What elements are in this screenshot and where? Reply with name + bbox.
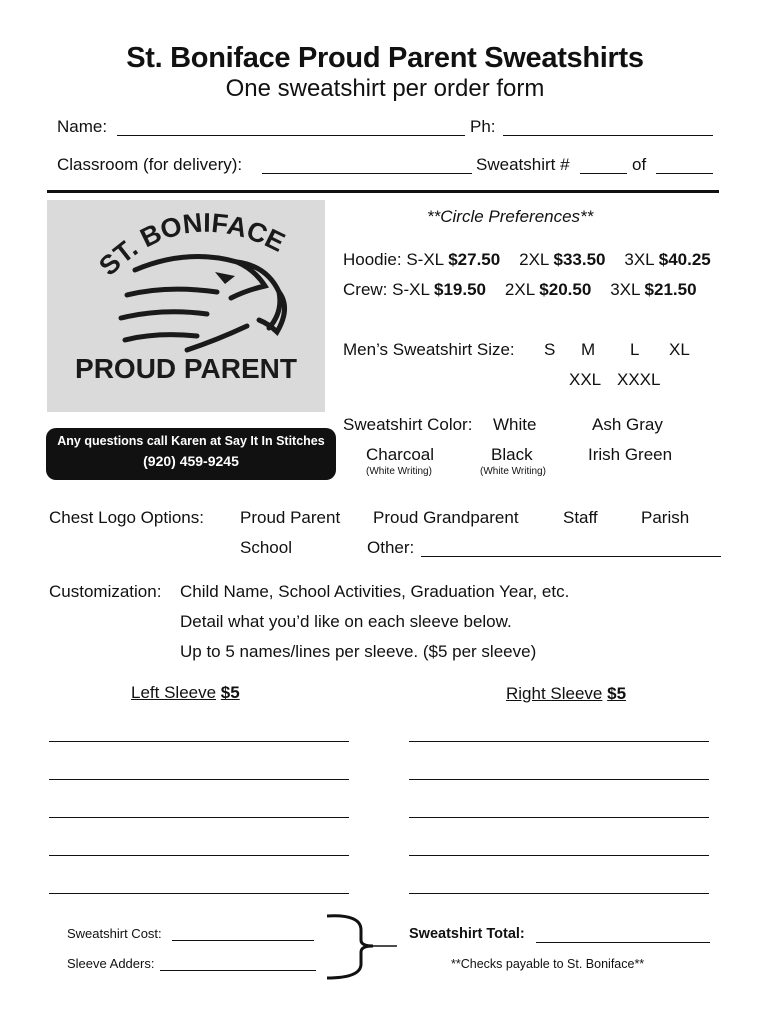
other-logo-field[interactable]	[421, 556, 721, 557]
size-option[interactable]: XXXL	[617, 370, 661, 389]
crew-2xl-price[interactable]: $20.50	[539, 280, 592, 299]
sweatshirt-total-field[interactable]	[536, 942, 710, 943]
left-sleeve-line[interactable]	[49, 893, 349, 894]
left-sleeve-price: $5	[220, 683, 240, 702]
preferences-heading: **Circle Preferences**	[427, 207, 594, 226]
left-sleeve-line[interactable]	[49, 855, 349, 856]
sleeve-adders-label: Sleeve Adders:	[67, 956, 155, 971]
classroom-field[interactable]	[262, 173, 472, 174]
sweatshirt-cost-label: Sweatshirt Cost:	[67, 926, 162, 941]
right-sleeve-line[interactable]	[409, 779, 709, 780]
color-option[interactable]: Ash Gray	[592, 415, 663, 434]
sweatshirt-cost-field[interactable]	[172, 940, 314, 941]
hoodie-label: Hoodie: S-XL	[343, 250, 444, 269]
size-label: Men’s Sweatshirt Size:	[343, 340, 515, 359]
customization-line: Up to 5 names/lines per sleeve. ($5 per sleeve)	[180, 642, 537, 661]
contact-line: Any questions call Karen at Say It In Stitches	[57, 434, 325, 448]
size-option[interactable]: XXL	[569, 370, 602, 389]
hoodie-2xl-price[interactable]: $33.50	[553, 250, 606, 269]
white-writing-note: (White Writing)	[480, 466, 546, 477]
phone-field[interactable]	[503, 135, 713, 136]
white-writing-note: (White Writing)	[366, 466, 432, 477]
size-option[interactable]: XL	[669, 340, 690, 359]
page-subtitle: One sweatshirt per order form	[225, 75, 545, 102]
color-option[interactable]: Charcoal	[366, 445, 435, 464]
crew-label: Crew: S-XL	[343, 280, 430, 299]
chest-logo-option[interactable]: Staff	[563, 508, 598, 527]
eagle-logo-image	[47, 200, 325, 412]
right-sleeve-line[interactable]	[409, 817, 709, 818]
left-sleeve-label: Left Sleeve	[131, 683, 217, 702]
contact-phone: (920) 459-9245	[143, 453, 239, 469]
right-sleeve-label: Right Sleeve	[506, 684, 603, 703]
crew-3xl-label[interactable]: 3XL	[610, 280, 640, 299]
color-option[interactable]: Black	[491, 445, 533, 464]
logo-photo	[47, 200, 325, 412]
crew-2xl-label[interactable]: 2XL	[504, 280, 535, 299]
chest-logo-label: Chest Logo Options:	[49, 508, 204, 527]
brace-icon	[325, 912, 405, 982]
classroom-label: Classroom (for delivery):	[57, 155, 243, 174]
size-option[interactable]: L	[630, 340, 640, 359]
sweatshirt-total-count-field[interactable]	[656, 173, 713, 174]
chest-logo-option[interactable]: Parish	[641, 508, 690, 527]
left-sleeve-line[interactable]	[49, 741, 349, 742]
logo-bottom-text: PROUD PARENT	[75, 353, 297, 384]
right-sleeve-line[interactable]	[409, 855, 709, 856]
sweatshirt-total-label: Sweatshirt Total:	[409, 926, 525, 942]
left-sleeve-line[interactable]	[49, 779, 349, 780]
left-sleeve-line[interactable]	[49, 817, 349, 818]
customization-label: Customization:	[49, 582, 162, 601]
crew-3xl-price[interactable]: $21.50	[644, 280, 697, 299]
crew-row	[343, 280, 697, 300]
name-label: Name:	[57, 117, 108, 136]
hoodie-2xl-label[interactable]: 2XL	[519, 250, 549, 269]
name-field[interactable]	[117, 135, 465, 136]
hoodie-3xl-price[interactable]: $40.25	[658, 250, 711, 269]
customization-line: Detail what you’d like on each sleeve below.	[180, 612, 512, 631]
color-option[interactable]: Irish Green	[588, 445, 673, 464]
right-sleeve-line[interactable]	[409, 741, 709, 742]
hoodie-3xl-label[interactable]: 3XL	[624, 250, 655, 269]
chest-logo-option[interactable]: School	[240, 538, 292, 557]
sleeve-adders-field[interactable]	[160, 970, 316, 971]
right-sleeve-line[interactable]	[409, 893, 709, 894]
left-sleeve-heading	[131, 683, 240, 703]
sweatshirt-number-field[interactable]	[580, 173, 627, 174]
sweatshirt-number-label: Sweatshirt #	[476, 155, 570, 174]
color-label: Sweatshirt Color:	[343, 415, 473, 434]
right-sleeve-heading	[506, 684, 626, 704]
logo-arc-text: ST. BONIFACE	[93, 207, 290, 282]
crew-sxl-price[interactable]: $19.50	[434, 280, 487, 299]
of-label: of	[632, 155, 647, 174]
section-divider	[47, 190, 719, 193]
color-option[interactable]: White	[493, 415, 537, 434]
hoodie-row	[343, 250, 711, 270]
chest-logo-option[interactable]: Proud Parent	[240, 508, 341, 527]
right-sleeve-price: $5	[607, 684, 627, 703]
contact-callout	[46, 428, 336, 480]
chest-logo-option[interactable]: Other:	[367, 538, 415, 557]
size-option[interactable]: M	[581, 340, 596, 359]
size-option[interactable]: S	[544, 340, 556, 359]
customization-line: Child Name, School Activities, Graduation Year, etc.	[180, 582, 570, 601]
page-title: St. Boniface Proud Parent Sweatshirts	[126, 42, 644, 74]
chest-logo-option[interactable]: Proud Grandparent	[373, 508, 519, 527]
phone-label: Ph:	[470, 117, 496, 136]
hoodie-sxl-price[interactable]: $27.50	[448, 250, 501, 269]
checks-note: **Checks payable to St. Boniface**	[451, 957, 645, 971]
